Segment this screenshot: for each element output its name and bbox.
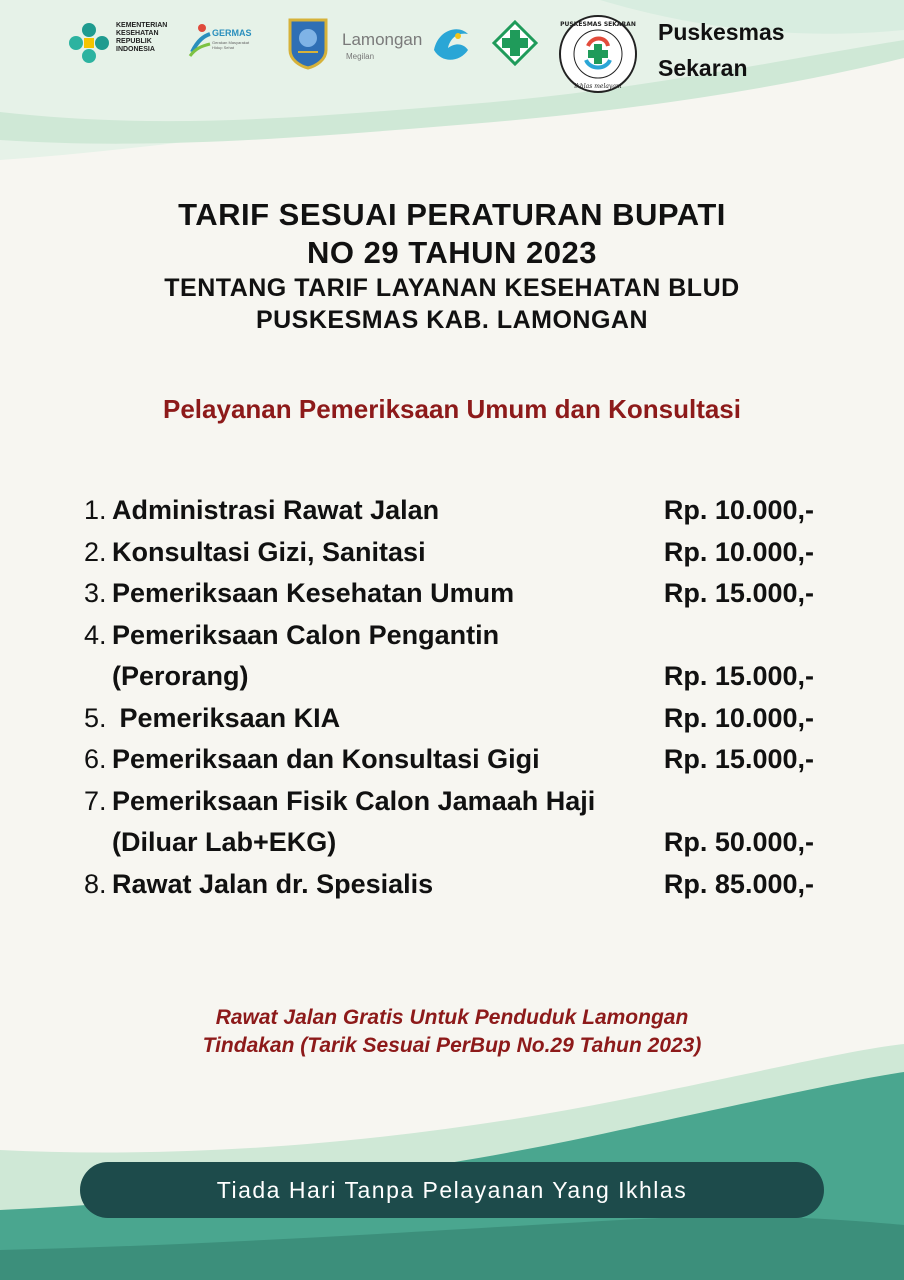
tariff-item-number: 8. — [84, 868, 107, 899]
org-name-line1: Puskesmas — [658, 19, 785, 45]
seal-motto-text: ikhlas melayani — [574, 83, 622, 90]
tariff-item — [84, 864, 844, 906]
kemenkes-logo-icon — [66, 20, 112, 66]
title-line3: TENTANG TARIF LAYANAN KESEHATAN BLUD — [164, 274, 740, 302]
lamongan-logo — [342, 16, 474, 72]
org-name-line2: Sekaran — [658, 55, 748, 81]
kemenkes-logo — [66, 16, 176, 76]
section-title: Pelayanan Pemeriksaan Umum dan Konsultasi — [163, 394, 741, 424]
tariff-item-price: Rp. 10.000,- — [663, 536, 814, 567]
tariff-item-name: Administrasi Rawat Jalan — [112, 495, 440, 525]
tariff-item-number: 5. — [84, 702, 107, 733]
tariff-item-number: 2. — [84, 536, 107, 567]
tariff-item-price: Rp. 15.000,- — [663, 661, 814, 691]
tariff-item-price: Rp. 50.000,- — [663, 827, 814, 857]
title-line4: PUSKESMAS KAB. LAMONGAN — [255, 306, 649, 334]
germas-logo-icon — [188, 22, 212, 58]
tariff-item-name: Pemeriksaan KIA — [112, 702, 341, 733]
seal-ring-text: PUSKESMAS SEKARAN — [560, 21, 636, 28]
germas-logo — [188, 22, 268, 62]
tariff-item-price: Rp. 15.000,- — [663, 744, 814, 774]
tariff-item — [84, 698, 844, 740]
note-line2: Tindakan (Tarik Sesuai PerBup No.29 Tahun 2023) — [202, 1034, 702, 1057]
lamongan-crest-icon — [286, 16, 330, 70]
lamongan-logo-icon — [428, 20, 474, 66]
puskesmas-sekaran-seal-icon — [558, 14, 638, 94]
tariff-item-name: Konsultasi Gizi, Sanitasi — [112, 536, 426, 567]
tariff-item-price: Rp. 85.000,- — [663, 868, 814, 899]
germas-logo-text: GERMAS — [212, 28, 252, 38]
tariff-item-number: 6. — [84, 744, 107, 774]
tariff-item — [84, 490, 844, 532]
tariff-item-name: Pemeriksaan Calon Pengantin (Perorang) — [112, 619, 500, 691]
free-service-note — [0, 1004, 904, 1060]
tariff-item-number: 1. — [84, 495, 107, 525]
kemenkes-logo-text: KEMENTERIAN KESEHATAN REPUBLIK INDONESIA — [116, 22, 168, 53]
tariff-item-name: Pemeriksaan Kesehatan Umum — [112, 578, 515, 608]
tariff-item — [84, 615, 844, 698]
tariff-item-price: Rp. 10.000,- — [663, 702, 814, 733]
tariff-item — [84, 532, 844, 574]
note-line1: Rawat Jalan Gratis Untuk Penduduk Lamongan — [215, 1006, 689, 1029]
lamongan-logo-subtext: Megilan — [346, 52, 375, 61]
tariff-item-name: Pemeriksaan dan Konsultasi Gigi — [112, 744, 540, 774]
tariff-item — [84, 739, 844, 781]
lamongan-logo-text: Lamongan — [342, 30, 423, 49]
health-cross-icon — [492, 20, 538, 66]
tariff-item-price: Rp. 15.000,- — [663, 578, 814, 608]
tariff-item — [84, 781, 844, 864]
tariff-item-price: Rp. 10.000,- — [663, 495, 814, 525]
tariff-list — [84, 490, 844, 905]
page-title — [0, 196, 904, 336]
germas-logo-subtext: Gerakan Masyarakat Hidup Sehat — [212, 40, 250, 50]
title-line2: NO 29 TAHUN 2023 — [307, 235, 597, 270]
tariff-item-name: Rawat Jalan dr. Spesialis — [112, 868, 434, 899]
tariff-item-number: 3. — [84, 578, 107, 608]
title-line1: TARIF SESUAI PERATURAN BUPATI — [178, 197, 726, 232]
footer-tagline: Tiada Hari Tanpa Pelayanan Yang Ikhlas — [80, 1162, 824, 1218]
tariff-item-number: 7. — [84, 785, 107, 816]
org-name — [658, 14, 858, 86]
tariff-item — [84, 573, 844, 615]
tariff-item-name: Pemeriksaan Fisik Calon Jamaah Haji (Diluar Lab+EKG) — [112, 785, 596, 857]
tariff-item-number: 4. — [84, 619, 107, 650]
